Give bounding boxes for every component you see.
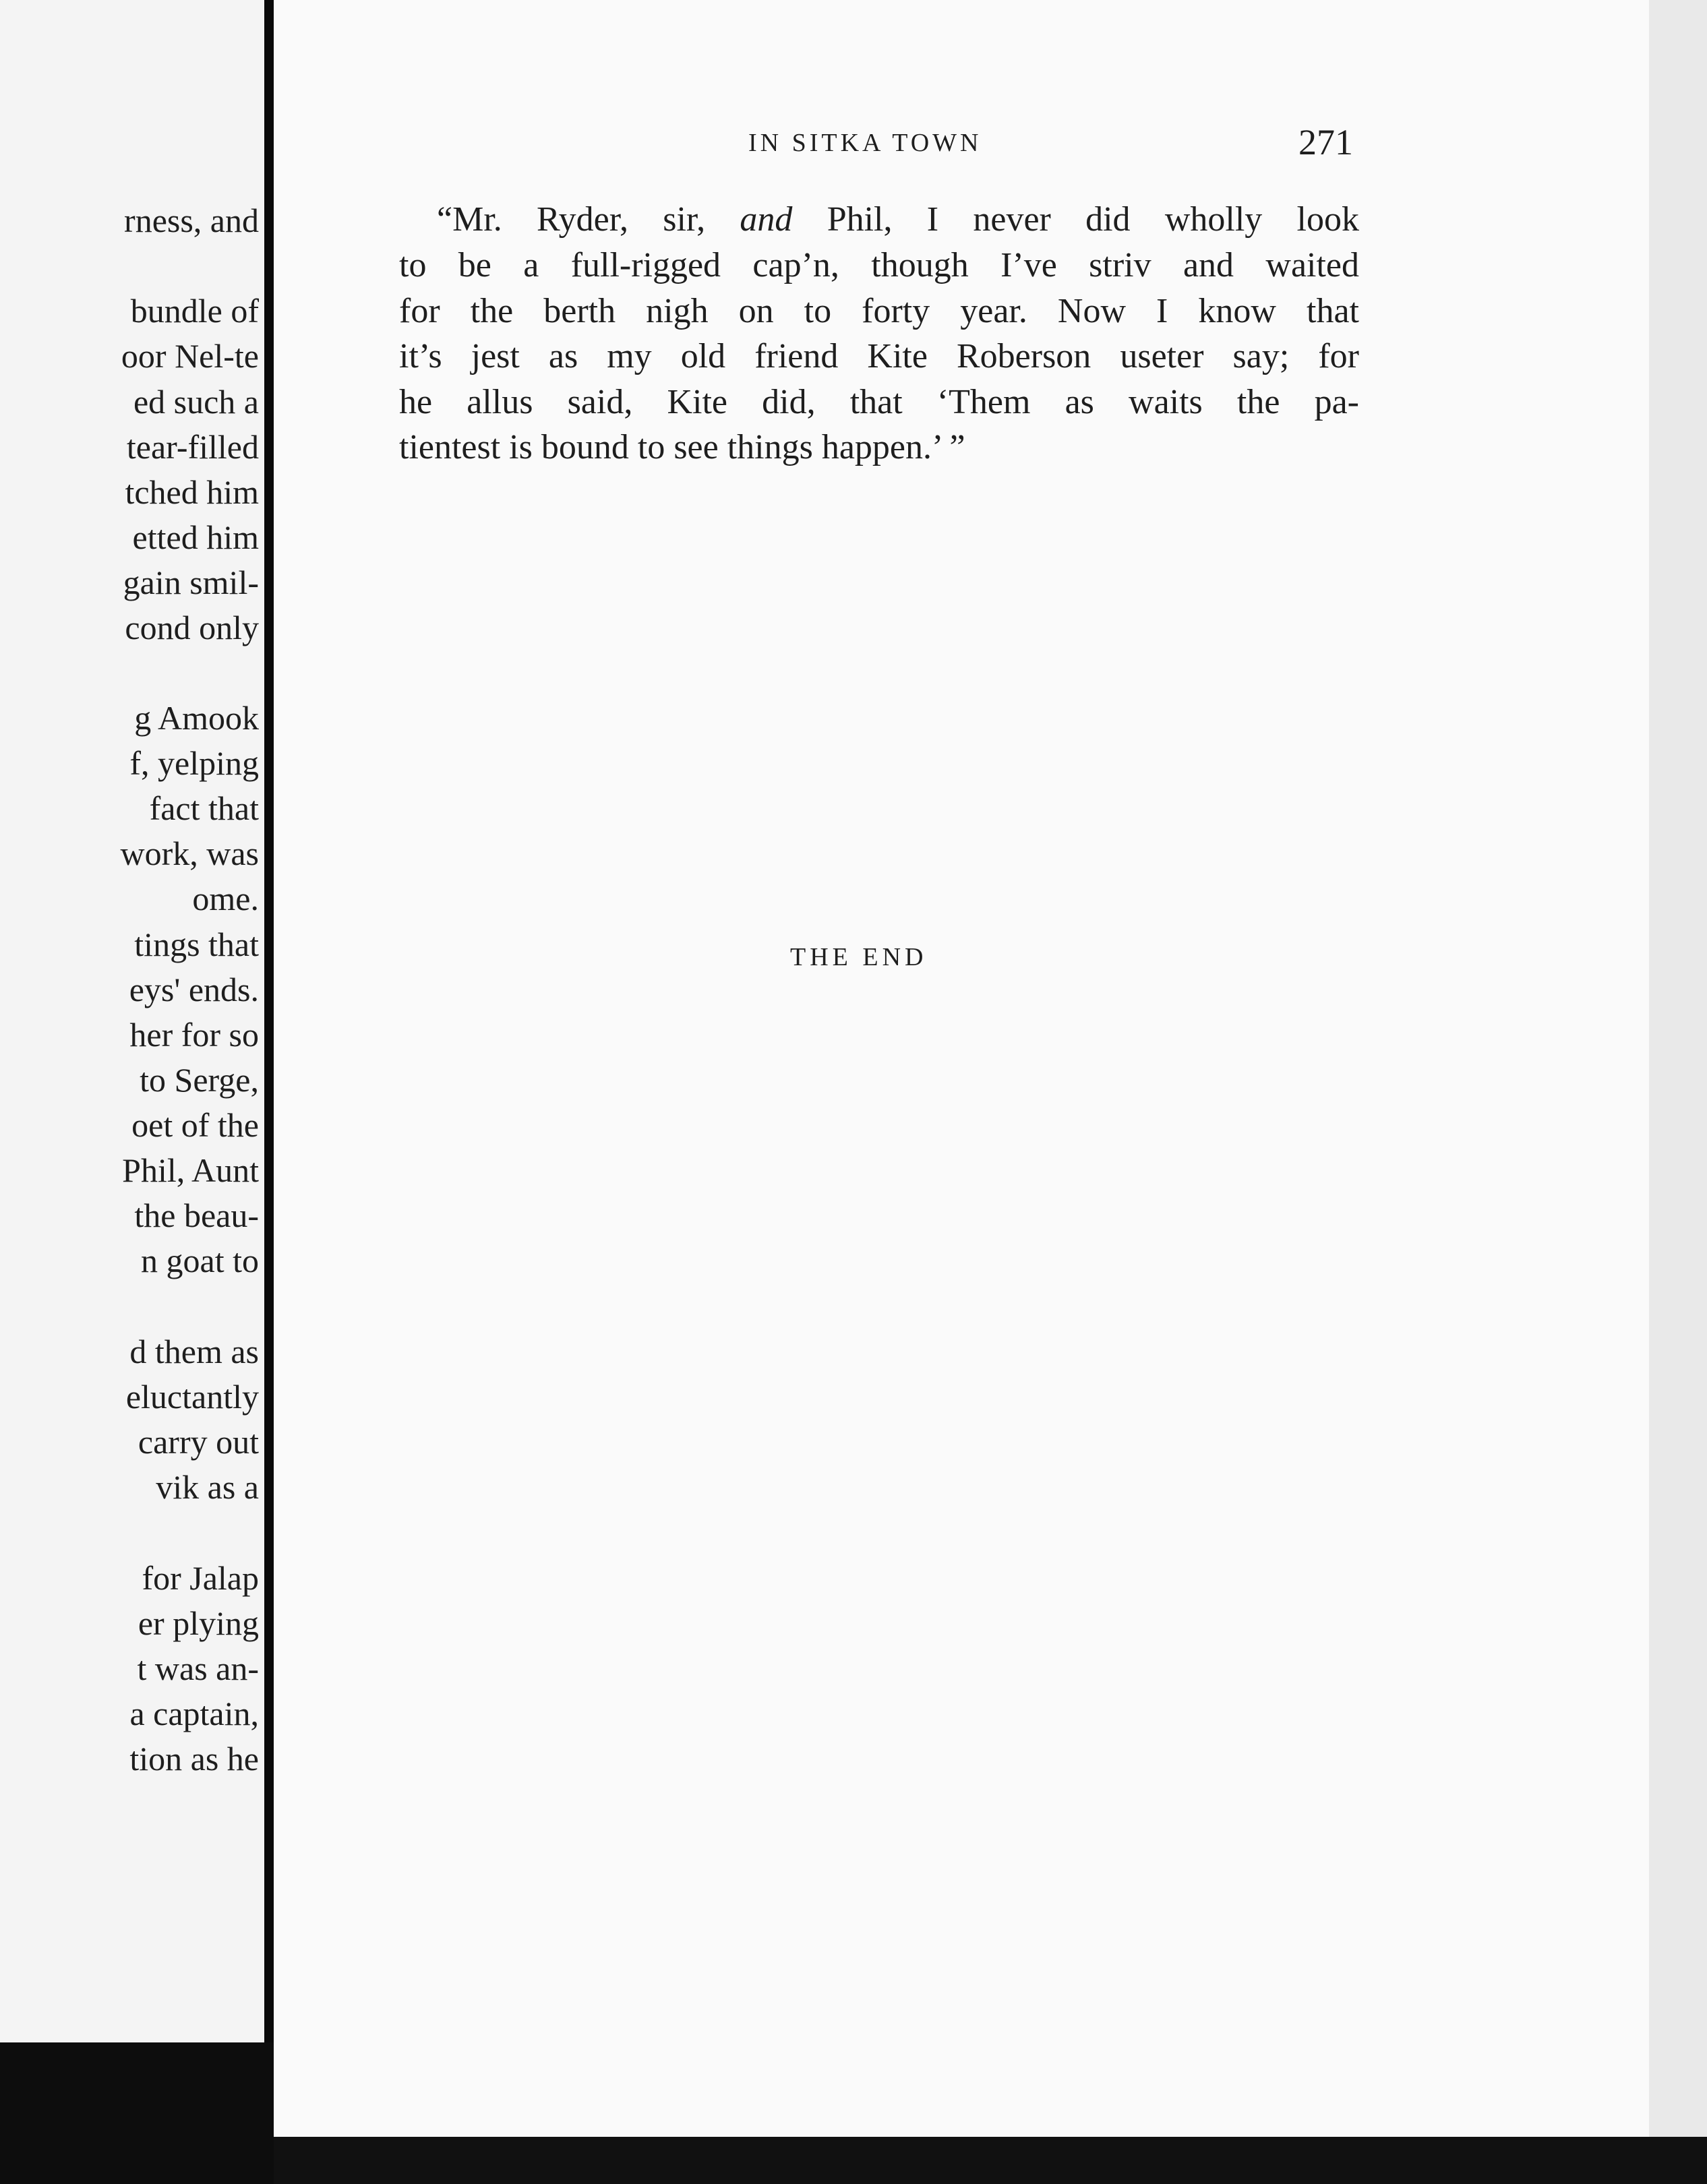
left-page-line: f, yelping — [129, 744, 259, 782]
left-page-line: rness, and — [124, 202, 259, 239]
left-page-line: tched him — [125, 473, 259, 511]
paragraph-line-1-post: Phil, I never did wholly look — [792, 200, 1359, 239]
page-number: 271 — [1298, 122, 1353, 162]
left-page-line: Phil, Aunt — [122, 1151, 259, 1189]
left-page-line: oor Nel-te — [121, 337, 259, 375]
book-gutter — [264, 0, 274, 2042]
left-page-line: d them as — [129, 1333, 259, 1370]
bottom-edge — [274, 2137, 1707, 2184]
left-page-line: ed such a — [133, 383, 259, 421]
left-page-line: gain smil- — [123, 564, 259, 601]
left-page-line: tear-filled — [126, 428, 259, 466]
paragraph-line-2: to be a full-rigged cap’n, though I’ve striv and waited — [399, 246, 1359, 284]
left-page-line: eys' ends. — [129, 971, 259, 1008]
left-page-line: to Serge, — [140, 1061, 259, 1099]
left-page-line: a captain, — [129, 1695, 259, 1732]
left-page-line: g Amook — [134, 699, 259, 737]
left-page-line: ome. — [192, 880, 259, 917]
left-page-line: carry out — [138, 1423, 259, 1461]
paragraph-line-5: he allus said, Kite did, that ‘Them as waits the pa- — [399, 383, 1359, 421]
left-page-line: oet of the — [131, 1106, 259, 1144]
left-page-line: work, was — [120, 835, 259, 872]
paragraph-line-6: tientest is bound to see things happen.’ ” — [399, 428, 965, 466]
paragraph-line-1-emphasis: and — [740, 200, 793, 239]
left-page-line: vik as a — [156, 1468, 259, 1506]
left-page-line: bundle of — [130, 292, 259, 330]
left-page-line: the beau- — [134, 1196, 259, 1234]
left-page-line: er plying — [138, 1604, 259, 1642]
left-page-line: her for so — [129, 1016, 259, 1054]
paragraph-line-3: for the berth nigh on to forty year. Now I know that — [399, 292, 1359, 330]
left-page-line: fact that — [149, 789, 259, 827]
left-page-line: tion as he — [129, 1740, 259, 1778]
left-page-line: n goat to — [141, 1242, 259, 1279]
left-page-line: for Jalap — [142, 1559, 259, 1597]
left-page-line: eluctantly — [125, 1378, 259, 1416]
paragraph-line-4: it’s jest as my old friend Kite Roberson useter say; for — [399, 337, 1359, 375]
left-page-line: tings that — [134, 926, 259, 963]
paragraph-line-1 — [437, 202, 1359, 237]
left-page-line: t was an- — [137, 1649, 259, 1687]
left-page-line: cond only — [125, 609, 259, 646]
running-head: IN SITKA TOWN — [748, 129, 982, 157]
paragraph-line-1-pre: “Mr. Ryder, sir, — [437, 200, 740, 239]
the-end-mark: THE END — [790, 943, 928, 971]
left-page-line: etted him — [132, 518, 259, 556]
left-page — [0, 0, 264, 2042]
page-edge-shadow — [1649, 0, 1707, 2137]
